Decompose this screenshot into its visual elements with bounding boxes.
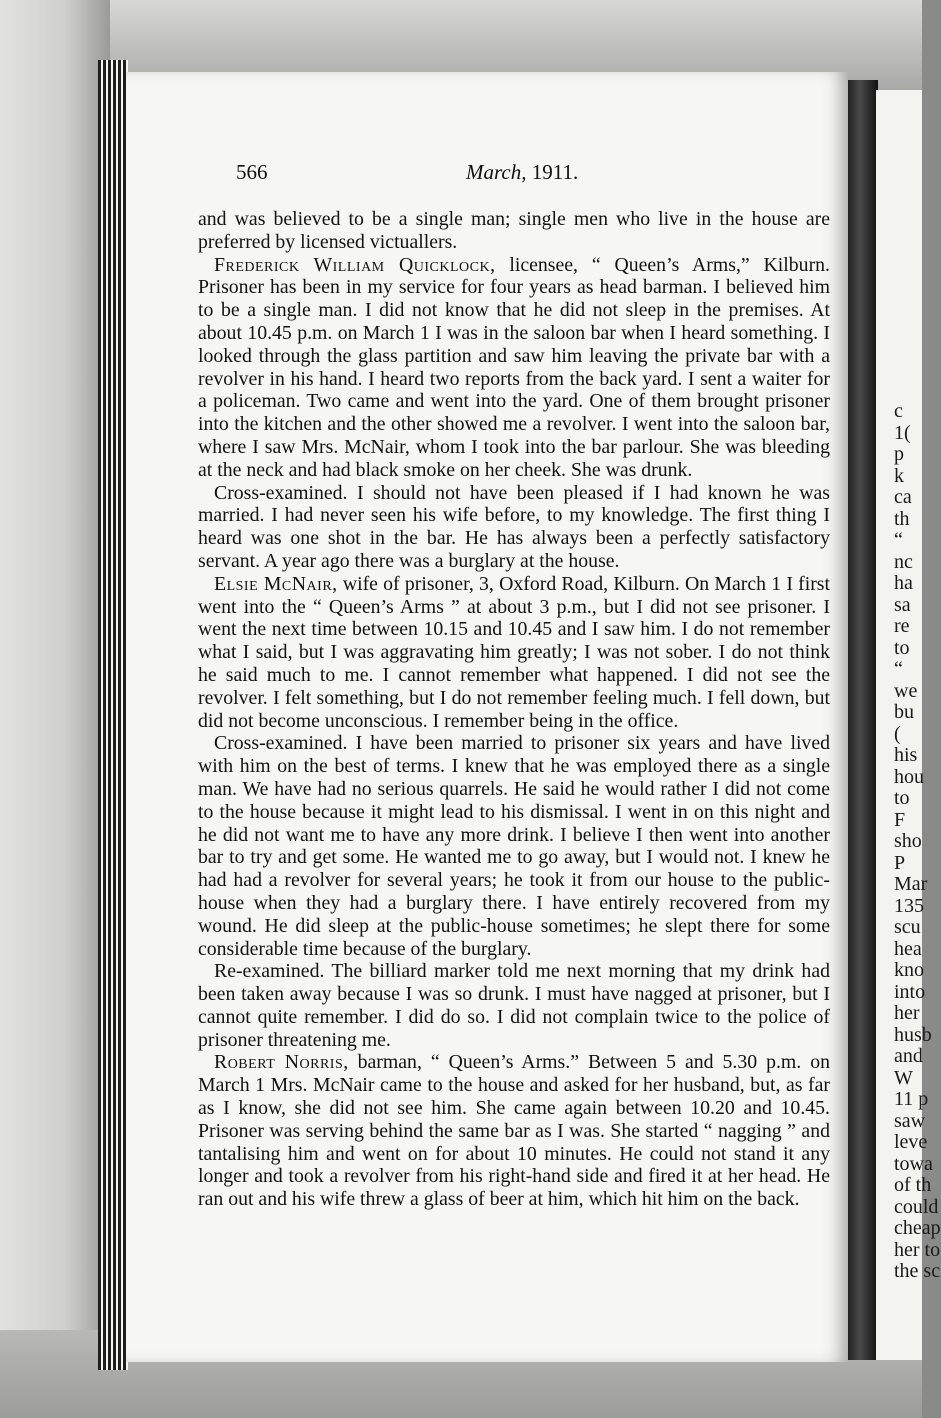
paragraph-text: Cross-examined. I have been married to prisoner six years and have lived with him on the best of terms. I knew that he was employed there as a single man. We have had no serious quarrels. He said he would rather I did not come to the house because it might lead to his dismissal. I went in on this night and he did not want me to have any more drink. I believe I then went into another bar to try and get some. He wanted me to go away, but I would not. I knew he had had a revolver for several years; he took it from our house to the public-house when they had a burglary there. I have entirely recovered from my wound. He did sleep at the public-house sometimes; he slept there for some considerable time because of the burglary. [198,732,830,960]
facing-page-fragment: leve [894,1131,928,1153]
facing-page-fragment: scu [894,916,921,938]
facing-page-fragment: W [894,1066,913,1089]
facing-page-fragment: kno [894,959,924,981]
facing-page-fragment: “ [894,529,903,551]
facing-page-fragment: sa [894,593,911,616]
paragraph-text: licensee, “ Queen’s Arms,” Kilburn. Prisoner has been in my service for four years as head barman. I believed him to be a single man. I did not know that he did not sleep in the premises. At about 10.45 p.m. on March 1 I was in the saloon bar when I heard something. I looked through the glass partition and saw him leaving the private bar with a revolver in his hand. I heard two reports from the back yard. I sent a waiter for a policeman. Two came and went into the yard. One of them brought prisoner into the kitchen and the other showed me a revolver. I went into the saloon bar, where I saw Mrs. McNair, whom I took into the bar parlour. She was bleeding at the neck and had black smoke on her cheek. She was drunk. [198,253,830,481]
facing-page-fragment: 11 p [894,1088,929,1110]
book-gutter [848,80,878,1360]
facing-page-fragment: saw [894,1109,926,1132]
facing-page-fragment: her to [894,1238,941,1261]
page-number: 566 [236,160,268,184]
facing-page-fragment: P [894,851,906,874]
facing-page-fragment: hou [894,765,924,788]
running-head-year: 1911. [531,160,579,184]
paragraph [198,482,830,573]
body-text [198,208,830,1211]
page-header [236,160,836,196]
witness-name: Elsie McNair, [214,572,338,595]
facing-page-fragment: Mar [894,873,928,895]
facing-page-fragment: could [894,1195,939,1218]
facing-page [876,90,941,1360]
paragraph-text: barman, “ Queen’s Arms.” Between 5 and 5.30 p.m. on March 1 Mrs. McNair came to the house and asked for her husband, but, as far as I know, she did not see him. She came again between 10.20 and 10.45. Prisoner was serving behind the same bar as I was. She started “ nagging ” and tantalising him and went on for about 10 minutes. He could not stand it any longer and took a revolver from his right-hand side and fired it at her head. He ran out and his wife threw a glass of beer at him, which hit him on the back. [198,1051,830,1211]
facing-page-fragment: F [894,808,906,831]
paragraph-text: Re-examined. The billiard marker told me next morning that my drink had been taken away because I was so drunk. I must have nagged at prisoner, but I cannot quite remember. I did do so. I did not complain twice to the police of prisoner threatening me. [198,960,830,1051]
facing-page-fragment: 135 [894,894,924,917]
paragraph-text: and was believed to be a single man; single men who live in the house are preferred by licensed victuallers. [198,208,830,253]
running-head [466,160,578,185]
paragraph-text: Cross-examined. I should not have been pleased if I had known he was married. I had never seen his wife before, to my knowledge. The first thing I heard was one shot in the bar. He has always been a perfectly satisfactory servant. A year ago there was a burglary at the house. [198,481,830,572]
book-page-edges [98,60,128,1370]
facing-page-fragment: we [894,679,918,702]
facing-page-fragment: husb [894,1023,932,1046]
facing-page-fragment: cheap [894,1217,941,1239]
paragraph [198,1051,830,1211]
facing-page-fragment: “ [894,658,903,680]
paragraph [198,732,830,960]
facing-page-fragment: towa [894,1152,933,1175]
facing-page-fragment: th [894,507,910,530]
facing-page-fragment: re [894,615,910,637]
paragraph-text: wife of prisoner, 3, Oxford Road, Kilburn. On March 1 I first went into the “ Queen’s Arms ” at about 3 p.m., but I did not see prisoner. I went the next time between 10.15 and 10.45 and I saw him. I do not remember what I said, but I was aggravating him greatly; I was not sober. I do not think he said much to me. I cannot remember what happened. I did not see the revolver. I felt something, but I do not remember feeling much. I fell down, but did not become unconscious. I remember being in the office. [198,572,830,732]
facing-page-fragment: p [894,443,904,465]
facing-page-fragment: ( [894,722,901,745]
facing-page-fragment: c [894,400,903,422]
paragraph [198,254,830,482]
facing-page-fragment: k [894,464,904,487]
facing-page-fragment: of th [894,1174,932,1196]
scan-background-left [0,0,110,1418]
facing-page-fragment: his [894,744,918,766]
facing-page-fragment: and [894,1045,923,1067]
witness-name: Robert Norris, [214,1051,349,1074]
running-head-month: March, [466,160,527,184]
facing-page-fragment: her [894,1002,920,1024]
facing-page-fragment: to [894,636,910,659]
facing-page-fragment: ca [894,486,912,508]
paragraph [198,208,830,254]
witness-name: Frederick William Quicklock, [214,253,496,276]
paragraph [198,573,830,733]
facing-page-fragment: into [894,980,926,1003]
facing-page-fragment: to [894,787,910,809]
facing-page-fragment: bu [894,701,914,723]
facing-page-fragment: 1( [894,421,911,444]
facing-page-fragment: hea [894,937,922,960]
facing-page-fragment: nc [894,550,913,573]
facing-page-fragment: the sc [894,1260,941,1282]
paragraph [198,960,830,1051]
facing-page-fragment: sho [894,830,922,852]
facing-page-fragment: ha [894,572,913,594]
